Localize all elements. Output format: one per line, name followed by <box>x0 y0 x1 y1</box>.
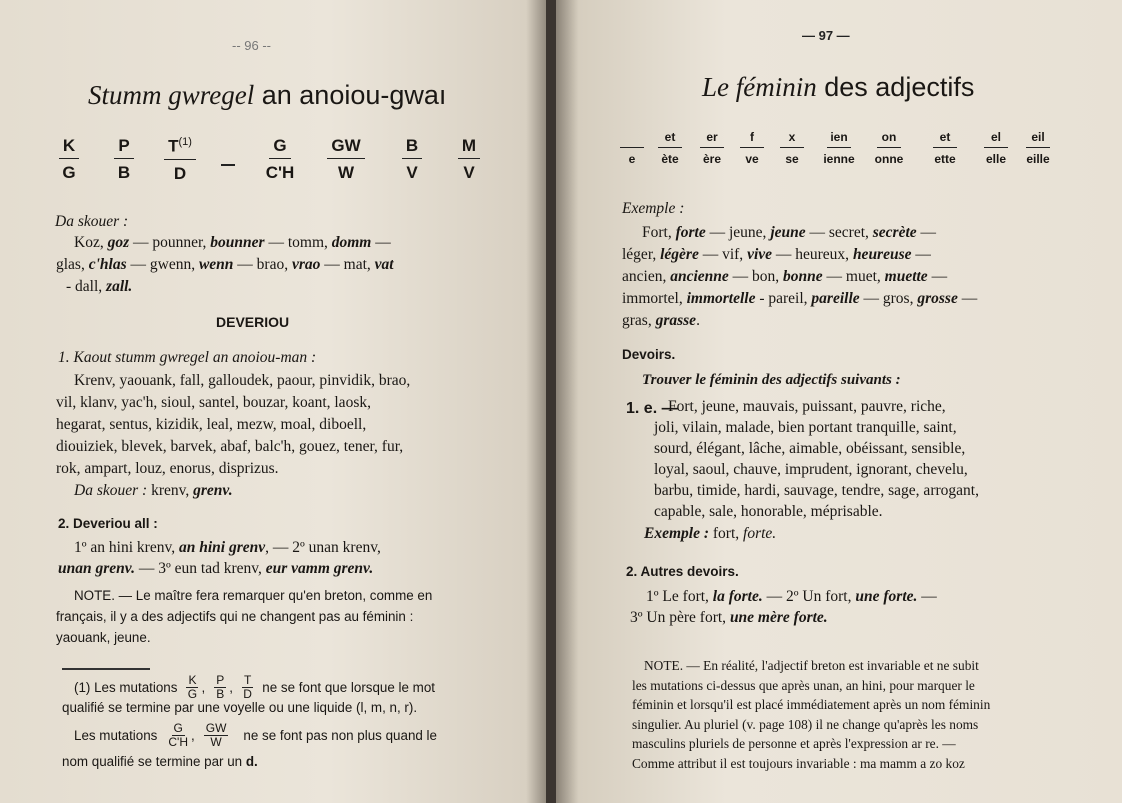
example-segment: glas, <box>56 256 89 273</box>
fraction-numerator: K <box>188 673 197 687</box>
exercise-1-line: hegarat, sentus, kizidik, leal, mezw, moal, diboell, <box>56 416 367 433</box>
example-segment: secrète <box>872 224 917 241</box>
fraction-separator: , <box>191 727 195 743</box>
exercise-1-example: Da skouer : krenv, grenv. <box>74 482 233 499</box>
fraction-group-2 <box>165 722 231 749</box>
example-label: Da skouer : <box>55 213 129 230</box>
example-segment: vrao <box>291 256 321 273</box>
feminine-ending-fem: elle <box>985 152 1006 166</box>
exercise-2-line-1: 1º an hini krenv, an hini grenv, — 2º unan krenv, <box>74 539 381 556</box>
example-segment: . <box>696 312 700 329</box>
example-segment: bonne <box>783 268 823 285</box>
example-label: Exemple : <box>622 200 685 217</box>
feminine-ending-fem: e <box>628 152 636 166</box>
feminine-ending-fem: ète <box>661 152 679 166</box>
fraction-numerator: GW <box>205 721 227 735</box>
feminine-ending-masc: eil <box>1026 130 1050 148</box>
example-segment: — <box>911 246 931 263</box>
note-line: les mutations ci-dessus que après unan, an hini, pour marquer le <box>632 677 975 693</box>
devoir-1-line: sourd, élégant, lâche, aimable, obéissant, sensible, <box>654 440 966 457</box>
example-segment: — tomm, <box>264 234 332 251</box>
exercise-1-line: rok, ampart, louz, enorus, disprizus. <box>56 460 279 477</box>
example-line <box>622 310 700 331</box>
title-italic: Stumm gwregel <box>88 80 255 110</box>
mutation-bottom: D <box>173 163 187 183</box>
feminine-column <box>813 130 865 166</box>
feminine-ending-fem: ve <box>745 152 759 166</box>
mutation-top: B <box>402 136 422 159</box>
page-title <box>88 80 446 111</box>
example-segment: forte <box>675 224 706 241</box>
note-line: NOTE. — Le maître fera remarquer qu'en breton, comme en <box>74 588 433 603</box>
mutation-column <box>158 136 202 184</box>
feminine-column <box>863 130 915 166</box>
example-segment: — <box>927 268 948 285</box>
example-segment: légère <box>660 246 699 263</box>
note-line: yaouank, jeune. <box>56 630 151 645</box>
feminine-ending-masc: et <box>933 130 957 148</box>
example-segment: pareille <box>811 290 860 307</box>
mutation-bottom: V <box>406 163 418 182</box>
example-segment: heureuse <box>852 246 912 263</box>
mutation-column <box>102 136 146 183</box>
note-line: masculins pluriels de personne et après l'expression ar re. — <box>632 736 956 751</box>
example-segment: — <box>371 234 391 251</box>
example-segment: zall. <box>106 278 133 295</box>
fraction-numerator: P <box>216 673 225 687</box>
feminine-ending-masc: er <box>700 130 724 148</box>
exercise-1-label: 1. Kaout stumm gwregel an anoiou-man : <box>58 349 317 366</box>
example-segment: muette <box>884 268 928 285</box>
devoir-2-line-2: 3º Un père fort, une mère forte. <box>630 609 828 626</box>
mutation-fraction <box>242 674 253 701</box>
devoir-2-label: 2. Autres devoirs. <box>626 564 739 579</box>
example-segment: — heureux, <box>772 246 853 263</box>
feminine-ending-masc <box>620 130 644 148</box>
example-segment: gras, <box>622 312 656 329</box>
devoir-1-line: capable, sale, honorable, méprisable. <box>654 503 883 520</box>
feminine-ending-fem: se <box>785 152 799 166</box>
example-segment: jeune <box>770 224 806 241</box>
fraction-group-1 <box>183 674 256 701</box>
devoirs-instruction: Trouver le féminin des adjectifs suivants : <box>642 372 901 388</box>
mutation-fraction <box>214 674 226 701</box>
example-segment: grosse <box>917 290 958 307</box>
exercise-1-line: diouiziek, blevek, barvek, abaf, balc'h, gouez, tener, fur, <box>56 438 404 455</box>
example-segment: — <box>957 290 978 307</box>
footnote-line-2: qualifié se termine par une voyelle ou une liquide (l, m, n, r). <box>62 700 418 715</box>
mutation-top: P <box>114 136 133 159</box>
fraction-separator: , <box>229 679 233 695</box>
note-line: Comme attribut il est toujours invariable : ma mamm a zo koz <box>632 755 965 771</box>
example-segment: — secret, <box>805 224 873 241</box>
mutation-top: GW <box>327 136 364 159</box>
feminine-ending-fem: ette <box>934 152 956 166</box>
example-segment: c'hlas <box>88 256 127 273</box>
example-segment: domm <box>331 234 372 251</box>
note-line: singulier. Au pluriel (v. page 108) il ne change qu'après les noms <box>632 716 979 732</box>
example-line <box>66 276 132 297</box>
fraction-denominator: G <box>187 687 198 701</box>
example-line <box>56 254 394 275</box>
exercise-2-line-2: unan grenv. — 3º eun tad krenv, eur vamm grenv. <box>58 560 374 577</box>
devoirs-heading: Devoirs. <box>622 347 676 362</box>
example-segment: vive <box>747 246 773 263</box>
page-title: Le féminin des adjectifs <box>702 72 975 102</box>
separator-dash <box>221 164 235 166</box>
title-rest: an anoiou-gwaı <box>261 80 447 110</box>
example-segment: - pareil, <box>755 290 812 307</box>
right-page <box>556 0 1122 803</box>
footnote-rule <box>62 668 150 670</box>
mutation-top: K <box>59 136 79 159</box>
devoir-1-line: Fort, jeune, mauvais, puissant, pauvre, riche, <box>668 398 946 415</box>
example-segment: — mat, <box>320 256 375 273</box>
devoir-1-line: loyal, saoul, chauve, imprudent, ignorant, chevelu, <box>654 461 968 478</box>
mutation-column <box>47 136 91 183</box>
page-number: — 97 — <box>802 28 850 43</box>
left-page <box>0 0 548 803</box>
fraction-denominator: D <box>243 687 252 701</box>
feminine-ending-masc: f <box>740 130 764 148</box>
fraction-separator: , <box>201 679 206 695</box>
fraction-denominator: W <box>210 735 222 749</box>
example-segment: — gros, <box>859 290 918 307</box>
example-segment: Koz, <box>74 234 108 251</box>
example-segment: — <box>916 224 937 241</box>
mutation-top: $T^{(1)}$ <box>164 136 196 160</box>
note-line: féminin et lorsqu'il est placé immédiatement après un nom féminin <box>632 697 991 712</box>
example-segment: Fort, <box>642 224 676 241</box>
mutation-bottom: V <box>463 163 475 182</box>
feminine-ending-masc: el <box>984 130 1008 148</box>
note-line: NOTE. — En réalité, l'adjectif breton est invariable et ne subit <box>644 658 979 673</box>
mutation-bottom: B <box>117 163 131 182</box>
footnote-line-4: nom qualifié se termine par un d. <box>62 754 258 769</box>
example-line <box>622 244 931 265</box>
devoir-1-prefix: 1. e. — <box>626 400 678 417</box>
exercise-1-line: Krenv, yaouank, fall, galloudek, paour, pinvidik, brao, <box>74 372 411 389</box>
devoir-1-example: Exemple : fort, forte. <box>644 525 777 542</box>
devoir-1-line: barbu, timide, hardi, sauvage, tendre, sage, arrogant, <box>654 482 979 499</box>
example-segment: — muet, <box>822 268 885 285</box>
feminine-ending-fem: eille <box>1026 152 1050 166</box>
example-segment: immortel, <box>622 290 687 307</box>
mutation-column <box>447 136 491 183</box>
footnote-marker: (1) <box>178 136 192 148</box>
mutation-fraction <box>168 722 188 749</box>
example-segment: grasse <box>655 312 697 329</box>
example-line <box>74 232 391 253</box>
mutation-bottom: G <box>62 163 76 182</box>
devoir-1-line: joli, vilain, malade, bien portant tranquille, saint, <box>654 419 957 436</box>
example-line <box>622 288 977 309</box>
example-segment: ancien, <box>622 268 671 285</box>
feminine-ending-masc: on <box>877 130 901 148</box>
feminine-column <box>1012 130 1064 166</box>
feminine-ending-masc: x <box>780 130 804 148</box>
mutation-top: M <box>458 136 480 159</box>
exercise-2-label: 2. Deveriou all : <box>58 516 158 531</box>
feminine-ending-fem: ère <box>702 152 722 166</box>
fraction-denominator: C'H <box>168 735 188 749</box>
example-segment: — vif, <box>698 246 748 263</box>
feminine-column <box>919 130 971 166</box>
mutation-bottom: W <box>337 163 355 182</box>
footnote-line-1: (1) Les mutations $\frac{K}{G}$ , $\frac{P}{B}$ , $\frac{T}{D}$ ne se font que lorsque le mot <box>74 673 435 701</box>
feminine-column <box>766 130 818 166</box>
page-number: -- 96 -- <box>232 38 271 53</box>
feminine-ending-masc: et <box>658 130 682 148</box>
mutation-top: G <box>269 136 290 159</box>
mutation-bottom: C'H <box>265 163 295 182</box>
feminine-ending-fem: onne <box>874 152 904 166</box>
example-segment: ancienne <box>670 268 729 285</box>
section-heading: DEVERIOU <box>216 314 290 330</box>
mutation-fraction <box>186 674 198 701</box>
example-segment: — pounner, <box>129 234 211 251</box>
mutation-column <box>258 136 302 183</box>
mutation-column <box>324 136 368 183</box>
example-segment: goz <box>107 234 130 251</box>
example-segment: léger, <box>622 246 661 263</box>
feminine-ending-masc: ien <box>827 130 851 148</box>
example-line <box>642 222 936 243</box>
footnote-line-3: Les mutations $\frac{G}{C'H}$ , $\frac{GW}{W}$ ne se font pas non plus quand le <box>74 721 437 749</box>
fraction-numerator: G <box>173 721 183 735</box>
exercise-1-line: vil, klanv, yac'h, sioul, santel, bouzar, koant, laosk, <box>56 394 371 411</box>
example-segment: bounner <box>210 234 265 251</box>
mutation-fraction <box>204 722 229 749</box>
example-segment: — gwenn, <box>126 256 199 273</box>
note-line: français, il y a des adjectifs qui ne changent pas au féminin : <box>56 609 414 624</box>
example-segment: wenn <box>198 256 234 273</box>
feminine-ending-fem: ienne <box>823 152 855 166</box>
devoir-2-line-1: 1º Le fort, la forte. — 2º Un fort, une forte. — <box>646 588 937 605</box>
example-segment: vat <box>374 256 394 273</box>
example-line <box>622 266 947 287</box>
fraction-denominator: B <box>216 687 225 701</box>
fraction-numerator: T <box>243 673 252 687</box>
example-segment: — bon, <box>728 268 784 285</box>
example-segment: - dall, <box>66 278 107 295</box>
mutation-column <box>390 136 434 183</box>
example-segment: — brao, <box>233 256 292 273</box>
example-segment: immortelle <box>686 290 756 307</box>
example-segment: — jeune, <box>705 224 771 241</box>
